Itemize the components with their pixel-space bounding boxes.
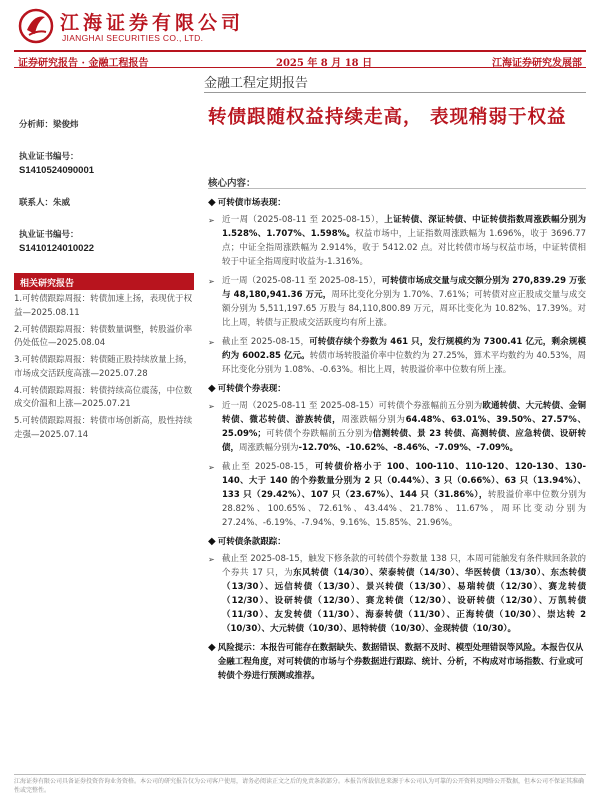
bold-text: 可转债存续个券数为 461 只，发行规模约为 7300.41 亿元，剩余规模约为 6002.85 亿元。: [222, 337, 586, 361]
bond-performance-section: [208, 382, 586, 530]
report-header-bar: [14, 50, 586, 68]
paragraph: [222, 552, 586, 636]
bold-text: 可转债价格小于 100、100-110、110-120、120-130、130-140、大于 140 的个券数量分别为 2 只（0.44%）、3 只（0.66%）、63 只（13.94%）、133 只（29.42%）、107 只（23.67%）、144 只（31.86%），: [222, 462, 587, 500]
paragraph: [222, 399, 586, 455]
research-department: 江海证券研究发展部: [492, 58, 582, 69]
text: 近一周（2025-08-11 至 2025-08-15），: [222, 276, 382, 286]
diamond-bullet-icon: ◆: [208, 642, 216, 653]
text: 截止至 2025-08-15，: [222, 337, 310, 347]
text: 转股溢价率中位数分别为 28.82%、100.65%、72.61%、43.44%、21.78%、11.67%，周环比变动分别为 27.24%、-6.19%、-7.94%、9.16%、15.85%、21.96%。: [222, 490, 586, 528]
risk-warning: [208, 641, 586, 683]
bullet-item: [208, 552, 586, 636]
divider: [208, 188, 586, 189]
text: 周涨跌幅分别为: [239, 443, 299, 453]
section-title-text: 可转债条款跟踪：: [217, 537, 286, 547]
section-title-text: 可转债个券表现：: [217, 384, 286, 394]
bullet-item: [208, 335, 586, 377]
arrow-bullet-icon: ➢: [208, 463, 215, 472]
arrow-bullet-icon: ➢: [208, 216, 215, 225]
disclaimer-footer: 江海证券有限公司具备证券投资咨询业务资格。本公司的研究报告仅为公司客户使用，请务必阅读正文之后的免责条款部分。本报告所载信息来源于本公司认为可靠的公开资料及网络公开数据，但本公司不保证其准确性或完整性。: [14, 778, 585, 794]
related-report-item[interactable]: 1.可转债跟踪周报：转债加速上扬，表现优于权益—2025.08.11: [14, 294, 193, 318]
jianghai-logo-icon: [18, 8, 54, 44]
related-report-item[interactable]: 5.可转债跟踪周报：转债市场创新高，股性持续走强—2025.07.14: [14, 416, 193, 440]
diamond-bullet-icon: ◆: [208, 383, 216, 394]
section-title: [208, 382, 586, 396]
report-date: 2025 年 8 月 18 日: [276, 58, 373, 69]
diamond-bullet-icon: ◆: [208, 197, 216, 208]
analyst: [19, 118, 79, 130]
section-title: [208, 535, 586, 549]
paragraph: [222, 213, 586, 269]
bullet-item: [208, 460, 586, 530]
clause-tracking-section: [208, 535, 586, 636]
bullet-item: [208, 213, 586, 269]
risk-warning-text: 风险提示：本报告可能存在数据缺失、数据错误、数据不及时、模型处理错误等风险。本报告仅从金融工程角度，对可转债的市场与个券数据进行跟踪、统计、分析，不构成对市场指数、行业或可转债个券进行预测或推荐。: [217, 643, 584, 681]
section-title-text: 可转债市场表现：: [217, 198, 286, 208]
paragraph: [222, 335, 586, 377]
text: 周涨跌幅分别为: [341, 415, 406, 425]
text: 周环比变化分别为 1.70%、7.61%；可转债对应正股成交量与成交额分别为 5,511,197.65 万股与 84,110,800.89 万元，周环比变化为 10.82%、17.39%。对比上周，转债与正股成交活跃度均有所上涨。: [222, 290, 586, 328]
bold-text: 信测转债、景 23 转债、高测转债、应急转债、设研转债，: [222, 429, 586, 453]
contact: [19, 196, 70, 208]
company-logo: [18, 6, 278, 46]
analyst-name: 梁俊炜: [53, 120, 79, 130]
cert-label: 执业证书编号：: [19, 152, 79, 162]
arrow-bullet-icon: ➢: [208, 338, 215, 347]
cert-number: S1410124010022: [19, 243, 95, 254]
paragraph: [222, 460, 586, 530]
arrow-bullet-icon: ➢: [208, 555, 215, 564]
related-report-item[interactable]: 3.可转债跟踪周报：转债随正股持续放量上扬，市场成交活跃度高涨—2025.07.28: [14, 355, 193, 379]
company-name-en: JIANGHAI SECURITIES CO., LTD.: [62, 33, 204, 43]
report-type: 金融工程定期报告: [204, 76, 309, 91]
contact-label: 联系人：: [19, 198, 54, 208]
text: 近一周（2025-08-11 至 2025-08-15），: [222, 215, 385, 225]
report-title: 转债跟随权益持续走高， 表现稍弱于权益: [208, 107, 567, 128]
text: 权益市场中，上证指数周涨跌幅为 1.696%，收于 3696.77 点；中证全指周涨跌幅为 2.914%，收于 5412.02 点。对比转债市场与权益市场，中证转债相较于中证全指周度时收益为-1.316%。: [222, 229, 587, 267]
core-content-heading: 核心内容：: [208, 178, 256, 189]
diamond-bullet-icon: ◆: [208, 536, 216, 547]
text: 截止至 2025-08-15，触发下修条款的可转债个券数量 138 只，本周可能触发有条件赎回条款的个券共 17 只，为: [222, 554, 586, 578]
text: 可转债个券跌幅前五分别为: [265, 429, 373, 439]
divider: [14, 774, 586, 775]
bold-text: 可转债市场成交量与成交额分别为 270,839.29 万张与 48,180,941.36 万元，: [222, 276, 586, 300]
section-title: [208, 196, 586, 210]
related-reports-list: [14, 293, 194, 446]
text: 近一周（2025-08-11 至 2025-08-15）可转债个券涨幅前五分别为: [222, 401, 483, 411]
analyst-label: 分析师：: [19, 120, 54, 130]
bold-text: 欧通转债、大元转债、金铜转债、微芯转债、游族转债，: [222, 401, 586, 425]
report-category: 证券研究报告 · 金融工程报告: [18, 58, 149, 69]
bold-text: 东风转债（14/30）、荣泰转债（14/30）、华医转债（13/30）、东杰转债（13/30）、远信转债（13/30）、景兴转债（13/30）、易瑞转债（12/30）、赛龙转债（12/30）、设研转债（12/30）、赛龙转债（12/30）、设研转债（12/30）、万凯转债（11/30）、友发转债（11/30）、海泰转债（11/30）、正海转债（10/30）、崇达转 2（10/30）、大元转债（10/30）、思特转债（10/30）、金现转债（10/30）。: [222, 568, 586, 634]
related-reports-heading: 相关研究报告: [14, 273, 194, 290]
paragraph: [222, 274, 586, 330]
contact-name: 朱威: [53, 198, 71, 208]
text: 截止至 2025-08-15，: [222, 462, 316, 472]
market-performance-section: [208, 196, 586, 377]
arrow-bullet-icon: ➢: [208, 402, 215, 411]
arrow-bullet-icon: ➢: [208, 277, 215, 286]
bold-text: -12.70%、-10.62%、-8.46%、-7.09%、-7.09%。: [298, 443, 518, 453]
related-report-item[interactable]: 2.可转债跟踪周报：转债数量调整，转股溢价率仍处低位—2025.08.04: [14, 324, 193, 348]
core-content: [208, 192, 586, 683]
bold-text: 64.48%、63.01%、39.50%、27.57%、25.09%；: [222, 415, 586, 439]
company-name-cn: 江海证券有限公司: [60, 12, 245, 34]
divider: [204, 92, 586, 93]
bold-text: 上证转债、深证转债、中证转债指数周涨跌幅分别为 1.528%、1.707%、1.598%。: [222, 215, 586, 239]
cert-number: S1410524090001: [19, 165, 95, 176]
cert-label: 执业证书编号：: [19, 230, 79, 240]
text: 转债市场转股溢价率中位数约为 27.25%，算术平均数约为 40.53%，周环比变化分别为 1.08%、-0.63%。相比上周，转股溢价率中位数有所上涨。: [222, 351, 586, 375]
related-report-item[interactable]: 4.可转债跟踪周报：转债持续高位震荡，中位数成交价温和上涨—2025.07.21: [14, 385, 193, 409]
bullet-item: [208, 274, 586, 330]
bullet-item: [208, 399, 586, 455]
